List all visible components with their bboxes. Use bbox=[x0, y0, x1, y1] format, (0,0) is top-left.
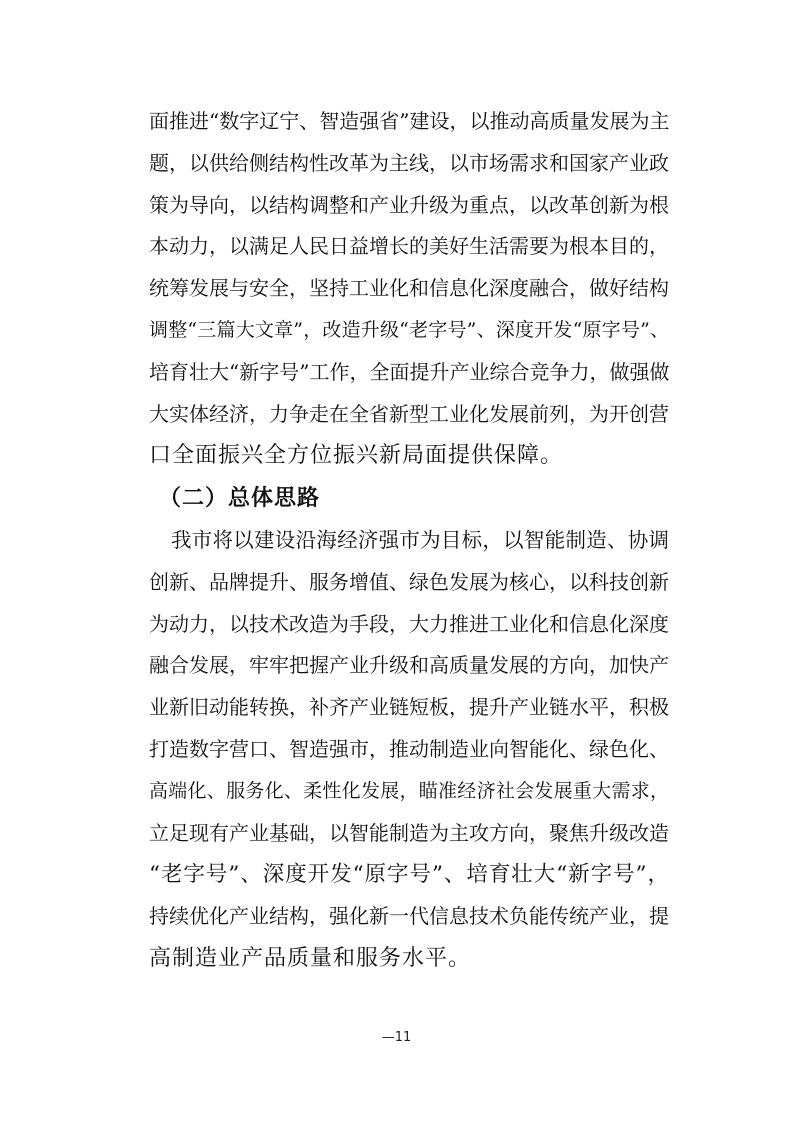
text-line: 融合发展，牢牢把握产业升级和高质量发展的方向，加快产 bbox=[149, 653, 669, 678]
text-line: 业新旧动能转换，补齐产业链短板，提升产业链水平，积极 bbox=[149, 695, 669, 720]
text-line: 题，以供给侧结构性改革为主线，以市场需求和国家产业政 bbox=[149, 150, 669, 175]
page-number: —11 bbox=[381, 1030, 412, 1045]
paragraph-1 bbox=[149, 101, 669, 477]
text-line: 调整“三篇大文章”，改造升级“老字号”、深度开发“原字号”、 bbox=[149, 318, 669, 341]
text-line: 统筹发展与安全，坚持工业化和信息化深度融合，做好结构 bbox=[149, 276, 669, 301]
text-line: “老字号”、深度开发“原字号”、培育壮大“新字号”， bbox=[149, 862, 669, 888]
text-line: 口全面振兴全方位振兴新局面提供保障。 bbox=[149, 443, 564, 469]
section-heading: （二）总体思路 bbox=[159, 486, 321, 511]
text-line: 为动力，以技术改造为手段，大力推进工业化和信息化深度 bbox=[149, 611, 669, 636]
text-line: 培育壮大“新字号”工作，全面提升产业综合竞争力，做强做 bbox=[149, 359, 670, 384]
text-line: 大实体经济，力争走在全省新型工业化发展前列，为开创营 bbox=[149, 401, 669, 426]
text-line: 创新、品牌提升、服务增值、绿色发展为核心，以科技创新 bbox=[149, 569, 669, 594]
text-line: 高制造业产品质量和服务水平。 bbox=[149, 945, 472, 971]
text-line: 打造数字营口、智造强市，推动制造业向智能化、绿色化、 bbox=[149, 736, 669, 761]
text-line: 面推进“数字辽宁、智造强省”建设，以推动高质量发展为主 bbox=[149, 109, 670, 133]
section-heading-block bbox=[149, 478, 669, 520]
text-line: 策为导向，以结构调整和产业升级为重点，以改革创新为根 bbox=[149, 192, 669, 217]
text-line: 立足现有产业基础，以智能制造为主攻方向，聚焦升级改造 bbox=[149, 820, 669, 845]
text-line: 本动力，以满足人民日益增长的美好生活需要为根本目的， bbox=[149, 234, 669, 259]
paragraph-2 bbox=[149, 520, 669, 980]
text-line: 高端化、服务化、柔性化发展，瞄准经济社会发展重大需求， bbox=[149, 779, 669, 802]
text-line: 持续优化产业结构，强化新一代信息技术负能传统产业，提 bbox=[149, 904, 669, 929]
text-line: 我市将以建设沿海经济强市为目标，以智能制造、协调 bbox=[171, 528, 669, 552]
